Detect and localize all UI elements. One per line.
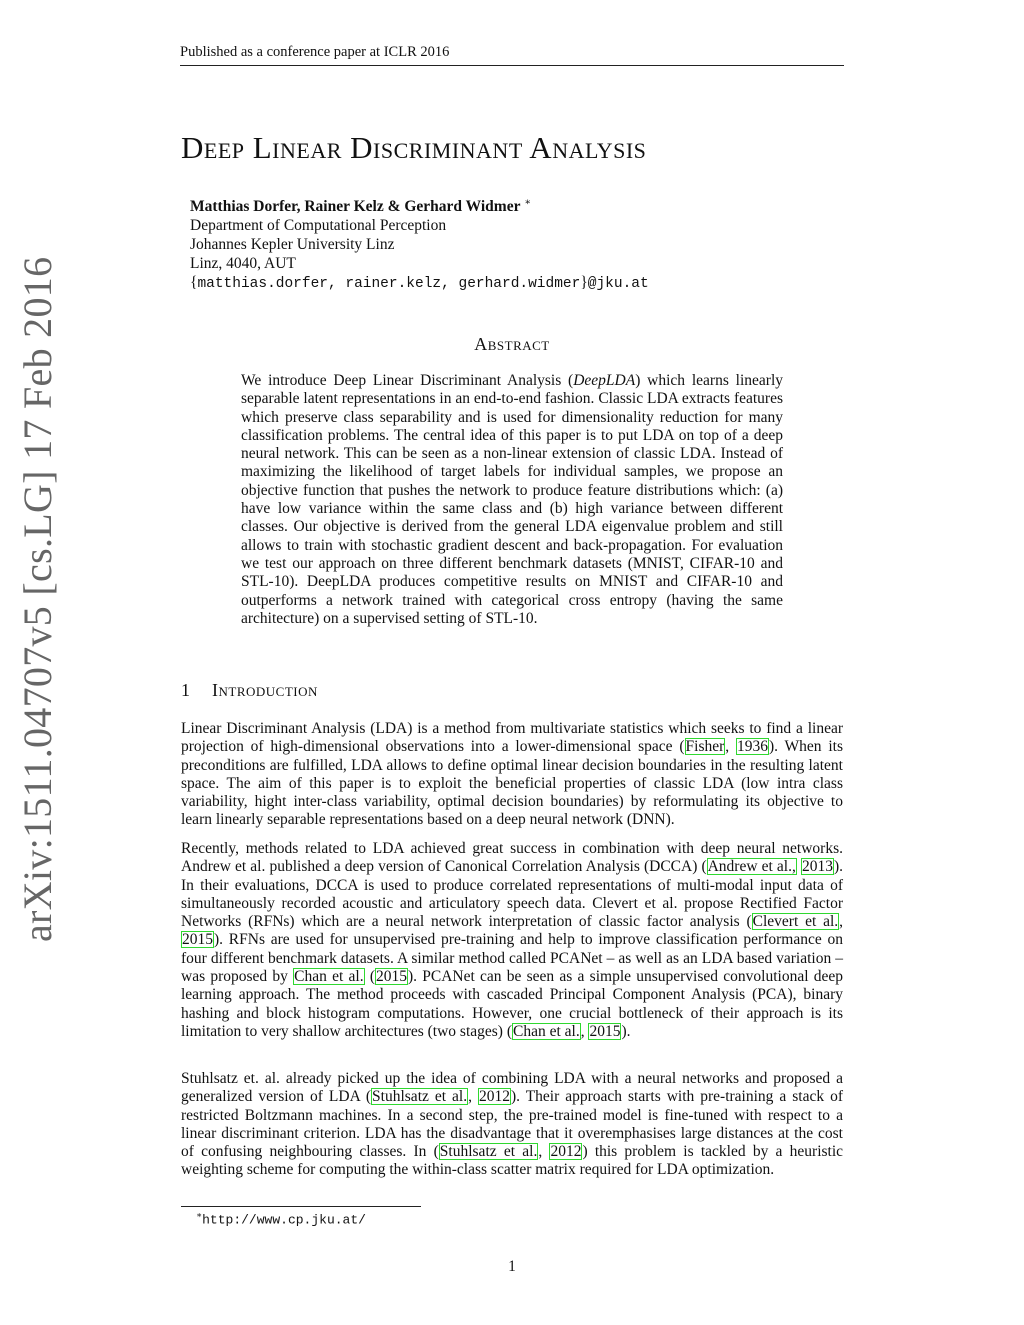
author-block: [190, 193, 649, 294]
section-heading-introduction: 1 Introduction: [181, 680, 318, 700]
author-location: Linz, 4040, AUT: [190, 255, 296, 273]
abstract-heading: Abstract: [474, 334, 550, 354]
citation-year-link[interactable]: 2015: [182, 931, 213, 949]
author-names: Matthias Dorfer, Rainer Kelz & Gerhard Widmer ∗: [190, 197, 532, 216]
citation-link[interactable]: Andrew et al.,: [707, 858, 796, 876]
author-department: Department of Computational Perception: [190, 217, 447, 235]
citation-year-link[interactable]: 2015: [375, 968, 407, 986]
intro-paragraph-3: Stuhlsatz et. al. already picked up the idea of combining LDA with a neural networks and proposed a generalized version of LDA (Stuhlsatz et al., 2012). Their approach starts with pre-training a stack of restricted Boltzmann machines. In a second step, the pre-trained model is fine-tuned with respect to a linear discriminant criterion. LDA has the disadvantage that it overemphasises large distances at the cost of confusing neighbouring classes. In (Stuhlsatz et al., 2012) this problem is tackled by a heuristic weighting scheme for computing the within-class scatter matrix required for LDA optimization.: [181, 1070, 844, 1179]
running-header: Published as a conference paper at ICLR 2016: [180, 44, 844, 66]
citation-link[interactable]: Fisher: [685, 738, 725, 756]
footnote: [196, 1210, 366, 1227]
citation-year-link[interactable]: 2013: [801, 858, 833, 876]
citation-link[interactable]: Chan et al.: [294, 968, 364, 986]
citation-link[interactable]: Stuhlsatz et al.: [439, 1143, 538, 1161]
intro-paragraph-2: Recently, methods related to LDA achieved great success in combination with deep neural networks. Andrew et al. published a deep version of Canonical Correlation Analysis (DCCA) (Andrew et al., 2013). In their evaluations, DCCA is used to produce correlated representations of multi-modal input data of simultaneously recorded acoustic and articulatory speech data. Clevert et al. propose Rectified Factor Networks (RFNs) which are a neural network interpretation of classic factor analysis (Clevert et al., 2015). RFNs are used for unsupervised pre-training and help to improve classification performance on four different benchmark datasets. A similar method called PCANet – as well as an LDA based variation – was proposed by Chan et al. (2015). PCANet can be seen as a simple unsupervised convolutional deep learning approach. The method proceeds with cascaded Principal Component Analysis (PCA), binary hashing and block histogram computations. However, one crucial bottleneck of their approach is its limitation to very shallow architectures (two stages) (Chan et al., 2015).: [181, 840, 844, 1040]
abstract-text: We introduce Deep Linear Discriminant Analysis (DeepLDA) which learns linearly separable latent representations in an end-to-end fashion. Classic LDA extracts features which preserve class separability and is used for dimensionality reduction for many classification problems. The central idea of this paper is to put LDA on top of a deep neural network. This can be seen as a non-linear extension of classic LDA. Instead of maximizing the likelihood of target labels for individual samples, we propose an objective function that pushes the network to produce feature distributions which: (a) have low variance within the same class and (b) high variance between different classes. Our objective is derived from the general LDA eigenvalue problem and still allows to train with stochastic gradient descent and back-propagation. For evaluation we test our approach on three different benchmark datasets (MNIST, CIFAR-10 and STL-10). DeepLDA produces competitive results on MNIST and CIFAR-10 and outperforms a network trained with categorical cross entropy (having the same architecture) on a supervised setting of STL-10.: [241, 372, 783, 627]
author-university: Johannes Kepler University Linz: [190, 236, 395, 254]
page-number: 1: [508, 1258, 516, 1275]
arxiv-stamp: arXiv:1511.04707v5 [cs.LG] 17 Feb 2016: [15, 256, 60, 942]
citation-year-link[interactable]: 1936: [736, 738, 768, 756]
citation-year-link[interactable]: 2012: [550, 1143, 582, 1161]
footnote-rule: [181, 1206, 421, 1207]
citation-link[interactable]: Clevert et al.: [752, 913, 839, 931]
citation-link[interactable]: Stuhlsatz et al.: [372, 1088, 468, 1106]
citation-year-link[interactable]: 2012: [478, 1088, 510, 1106]
footnote-url-link[interactable]: http://www.cp.jku.at/: [202, 1212, 366, 1228]
footnote-mark: ∗: [196, 1210, 203, 1220]
paper-title: Deep Linear Discriminant Analysis: [181, 130, 647, 165]
author-footnote-mark: ∗: [524, 197, 532, 208]
author-emails: {matthias.dorfer, rainer.kelz, gerhard.widmer}@jku.at: [190, 274, 649, 293]
citation-year-link[interactable]: 2015: [589, 1022, 621, 1040]
citation-link[interactable]: Chan et al.: [513, 1022, 580, 1040]
intro-paragraph-1: Linear Discriminant Analysis (LDA) is a method from multivariate statistics which seeks to find a linear projection of high-dimensional observations into a lower-dimensional space (Fisher, 1936). When its preconditions are fulfilled, LDA allows to define optimal linear decision boundaries in the resulting latent space. The aim of this paper is to exploit the beneficial properties of classic LDA (low intra class variability, hight inter-class variability, optimal decision boundaries) by reformulating its objective to learn linearly separable representations based on a deep neural network (DNN).: [181, 720, 843, 829]
